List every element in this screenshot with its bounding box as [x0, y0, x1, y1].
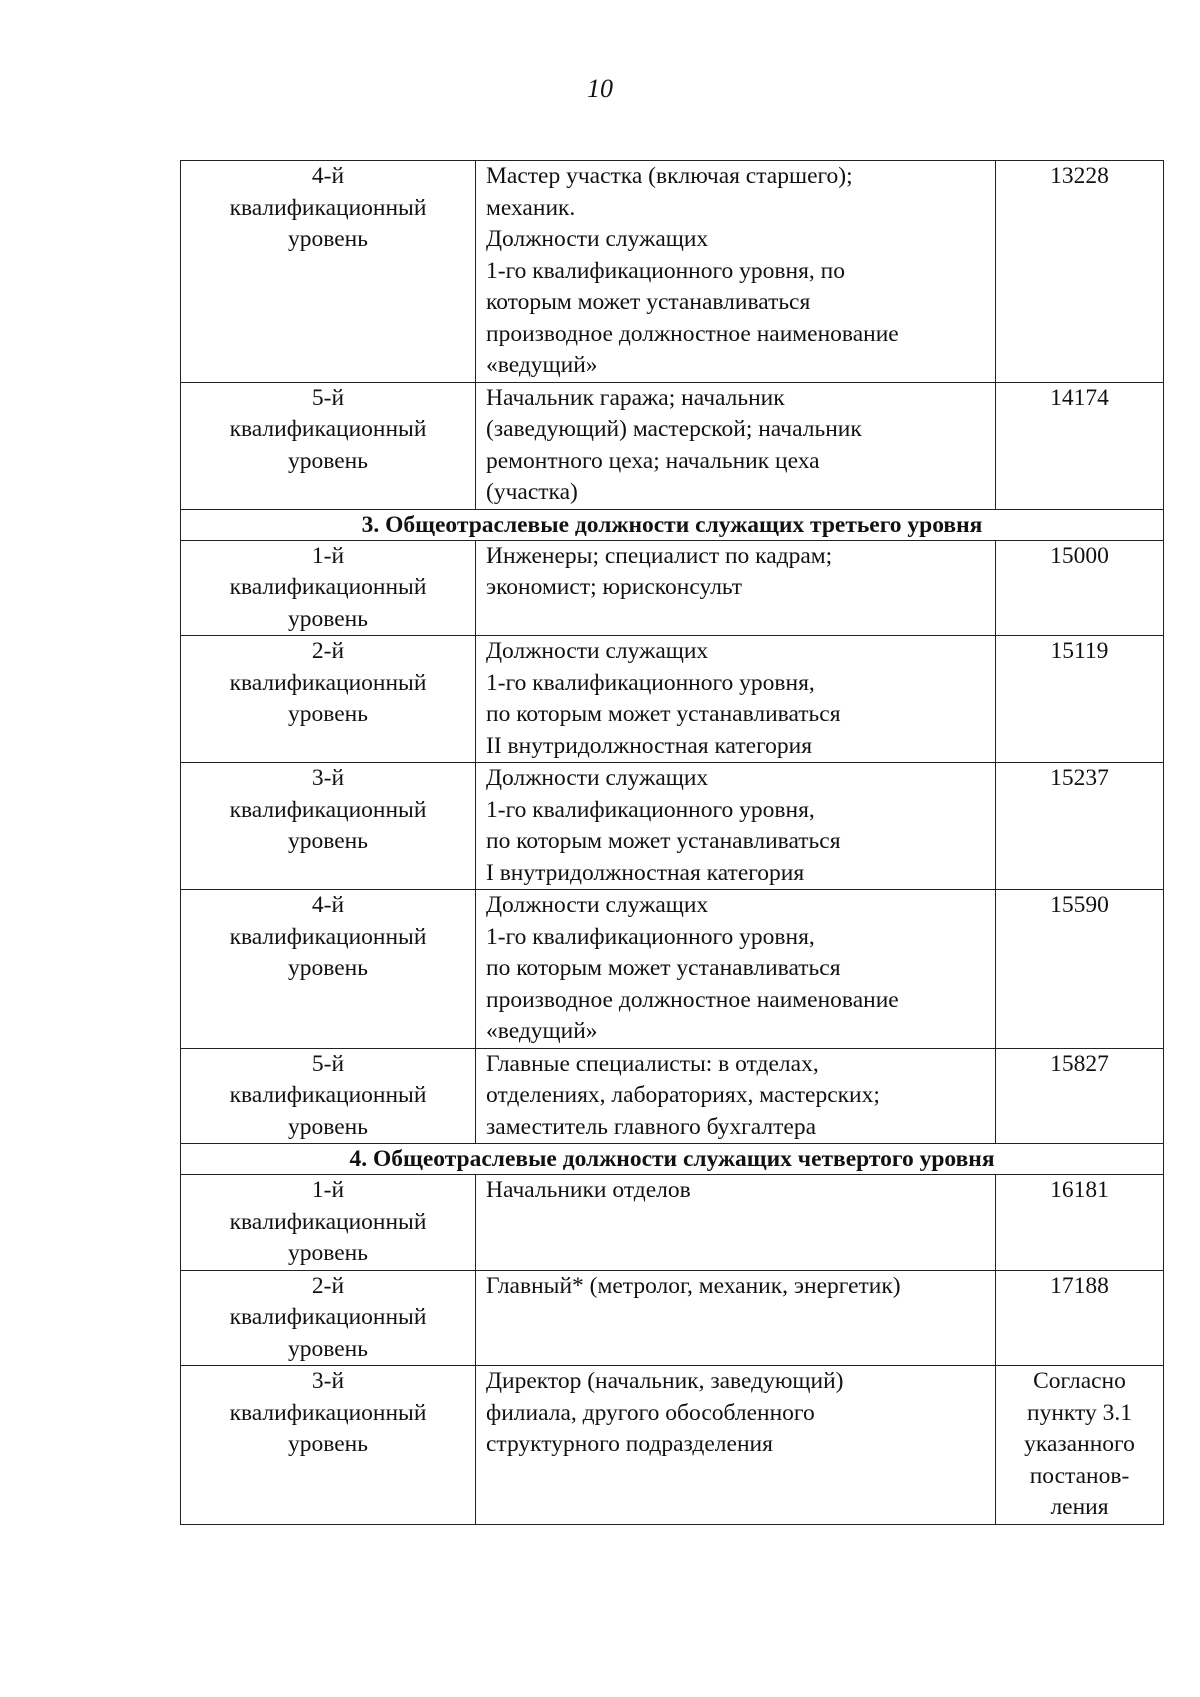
- positions-line: которым может устанавливаться: [486, 289, 811, 315]
- positions-line: производное должностное наименование: [486, 320, 899, 347]
- qualification-level-line: квалификационный: [229, 669, 427, 696]
- positions-line: Должности служащих: [486, 892, 709, 918]
- salary-line: указанного: [1024, 1431, 1135, 1457]
- qualification-level-line: 4-й: [311, 163, 345, 189]
- qualification-level-line: квалификационный: [229, 1399, 427, 1426]
- positions-cell: [476, 763, 996, 890]
- qualification-level-line: уровень: [288, 226, 368, 252]
- table-row: [181, 1366, 1164, 1525]
- qualification-level-line: 2-й: [311, 638, 345, 664]
- table-row: [181, 1048, 1164, 1144]
- qualification-level-line: 3-й: [311, 765, 345, 791]
- qualification-level-line: 5-й: [311, 384, 345, 411]
- table-row: [181, 636, 1164, 763]
- qualification-level-cell: [181, 1270, 476, 1366]
- qualification-level-line: квалификационный: [229, 574, 427, 600]
- positions-cell: [476, 540, 996, 636]
- salary-line: 16181: [1050, 1177, 1109, 1203]
- salary-line: 15590: [1050, 892, 1109, 918]
- positions-line: (участка): [486, 479, 578, 505]
- qualification-level-line: уровень: [288, 1240, 368, 1266]
- positions-cell: [476, 1270, 996, 1366]
- qualification-level-cell: [181, 1175, 476, 1271]
- positions-cell: [476, 1175, 996, 1271]
- qualification-level-line: 1-й: [311, 542, 345, 569]
- salary-line: ления: [1050, 1494, 1109, 1520]
- positions-line: «ведущий»: [486, 352, 598, 378]
- positions-line: производное должностное наименование: [486, 986, 899, 1013]
- salary-cell: [996, 890, 1164, 1049]
- qualification-level-line: квалификационный: [229, 796, 427, 823]
- positions-line: экономист; юрисконсульт: [486, 574, 743, 600]
- salary-line: пункту 3.1: [1027, 1399, 1132, 1426]
- table-row: [181, 161, 1164, 383]
- positions-cell: [476, 1366, 996, 1525]
- page-number: 10: [587, 74, 613, 103]
- section-title: 4. Общеотраслевые должности служащих четвертого уровня: [181, 1144, 1164, 1175]
- qualification-level-line: уровень: [288, 828, 368, 854]
- positions-line: Директор (начальник, заведующий): [486, 1368, 844, 1394]
- positions-line: II внутридолжностная категория: [486, 732, 813, 759]
- qualification-level-line: 3-й: [311, 1368, 345, 1394]
- positions-line: по которым может устанавливаться: [486, 701, 841, 727]
- qualification-level-line: уровень: [288, 701, 368, 727]
- salary-line: постанов-: [1029, 1462, 1130, 1489]
- table-row: [181, 763, 1164, 890]
- positions-line: Должности служащих: [486, 226, 709, 252]
- salary-table: [180, 160, 1164, 1525]
- positions-line: 1-го квалификационного уровня,: [486, 669, 815, 696]
- positions-line: «ведущий»: [486, 1018, 598, 1044]
- qualification-level-line: уровень: [288, 447, 368, 474]
- salary-cell: [996, 540, 1164, 636]
- positions-line: Инженеры; специалист по кадрам;: [486, 542, 833, 569]
- positions-line: 1-го квалификационного уровня,: [486, 796, 815, 823]
- salary-line: 15119: [1050, 638, 1109, 664]
- positions-line: филиала, другого обособленного: [486, 1399, 815, 1426]
- positions-line: ремонтного цеха; начальник цеха: [486, 447, 820, 474]
- positions-line: Мастер участка (включая старшего);: [486, 163, 853, 189]
- positions-line: Главные специалисты: в отделах,: [486, 1050, 819, 1077]
- qualification-level-cell: [181, 161, 476, 383]
- positions-line: структурного подразделения: [486, 1431, 773, 1457]
- qualification-level-line: уровень: [288, 1335, 368, 1362]
- qualification-level-line: уровень: [288, 605, 368, 632]
- qualification-level-line: квалификационный: [229, 1304, 427, 1330]
- qualification-level-line: уровень: [288, 1113, 368, 1140]
- section-title: 3. Общеотраслевые должности служащих третьего уровня: [181, 509, 1164, 540]
- table-row: [181, 382, 1164, 509]
- qualification-level-line: квалификационный: [229, 1082, 427, 1108]
- positions-cell: [476, 1048, 996, 1144]
- qualification-level-line: квалификационный: [229, 1208, 427, 1235]
- positions-line: механик.: [486, 194, 576, 221]
- positions-line: (заведующий) мастерской; начальник: [486, 416, 862, 442]
- salary-cell: [996, 382, 1164, 509]
- qualification-level-cell: [181, 890, 476, 1049]
- qualification-level-cell: [181, 540, 476, 636]
- positions-line: Должности служащих: [486, 765, 709, 791]
- table-row: [181, 890, 1164, 1049]
- positions-line: 1-го квалификационного уровня, по: [486, 257, 845, 284]
- positions-line: отделениях, лабораториях, мастерских;: [486, 1082, 880, 1108]
- positions-line: Начальник гаража; начальник: [486, 384, 785, 411]
- section-row: [181, 1144, 1164, 1175]
- salary-cell: [996, 1048, 1164, 1144]
- salary-line: 15000: [1050, 542, 1109, 569]
- salary-line: 15237: [1050, 765, 1109, 791]
- salary-line: 14174: [1050, 384, 1109, 411]
- positions-line: по которым может устанавливаться: [486, 828, 841, 854]
- qualification-level-line: уровень: [288, 955, 368, 981]
- positions-cell: [476, 382, 996, 509]
- qualification-level-cell: [181, 636, 476, 763]
- positions-cell: [476, 890, 996, 1049]
- qualification-level-line: квалификационный: [229, 923, 427, 950]
- salary-cell: [996, 1175, 1164, 1271]
- qualification-level-line: 2-й: [311, 1272, 345, 1299]
- qualification-level-cell: [181, 1366, 476, 1525]
- qualification-level-line: 1-й: [311, 1177, 345, 1203]
- qualification-level-line: квалификационный: [229, 416, 427, 442]
- positions-line: Начальники отделов: [486, 1177, 691, 1203]
- qualification-level-line: 5-й: [311, 1050, 345, 1077]
- salary-line: 15827: [1050, 1050, 1109, 1077]
- table-row: [181, 1270, 1164, 1366]
- salary-cell: [996, 161, 1164, 383]
- salary-line: Согласно: [1033, 1368, 1126, 1394]
- salary-cell: [996, 1270, 1164, 1366]
- positions-line: заместитель главного бухгалтера: [486, 1113, 817, 1140]
- table-row: [181, 540, 1164, 636]
- positions-line: Главный* (метролог, механик, энергетик): [486, 1272, 901, 1299]
- qualification-level-cell: [181, 763, 476, 890]
- positions-cell: [476, 161, 996, 383]
- positions-line: Должности служащих: [486, 638, 709, 664]
- qualification-level-cell: [181, 1048, 476, 1144]
- qualification-level-line: уровень: [288, 1431, 368, 1457]
- positions-line: по которым может устанавливаться: [486, 955, 841, 981]
- salary-cell: [996, 763, 1164, 890]
- positions-line: 1-го квалификационного уровня,: [486, 923, 815, 950]
- qualification-level-line: квалификационный: [229, 194, 427, 221]
- positions-line: I внутридолжностная категория: [486, 859, 805, 886]
- salary-cell: [996, 636, 1164, 763]
- table-row: [181, 1175, 1164, 1271]
- qualification-level-cell: [181, 382, 476, 509]
- qualification-level-line: 4-й: [311, 892, 345, 918]
- salary-cell: [996, 1366, 1164, 1525]
- salary-line: 17188: [1050, 1272, 1109, 1299]
- section-row: [181, 509, 1164, 540]
- positions-cell: [476, 636, 996, 763]
- salary-line: 13228: [1050, 163, 1109, 189]
